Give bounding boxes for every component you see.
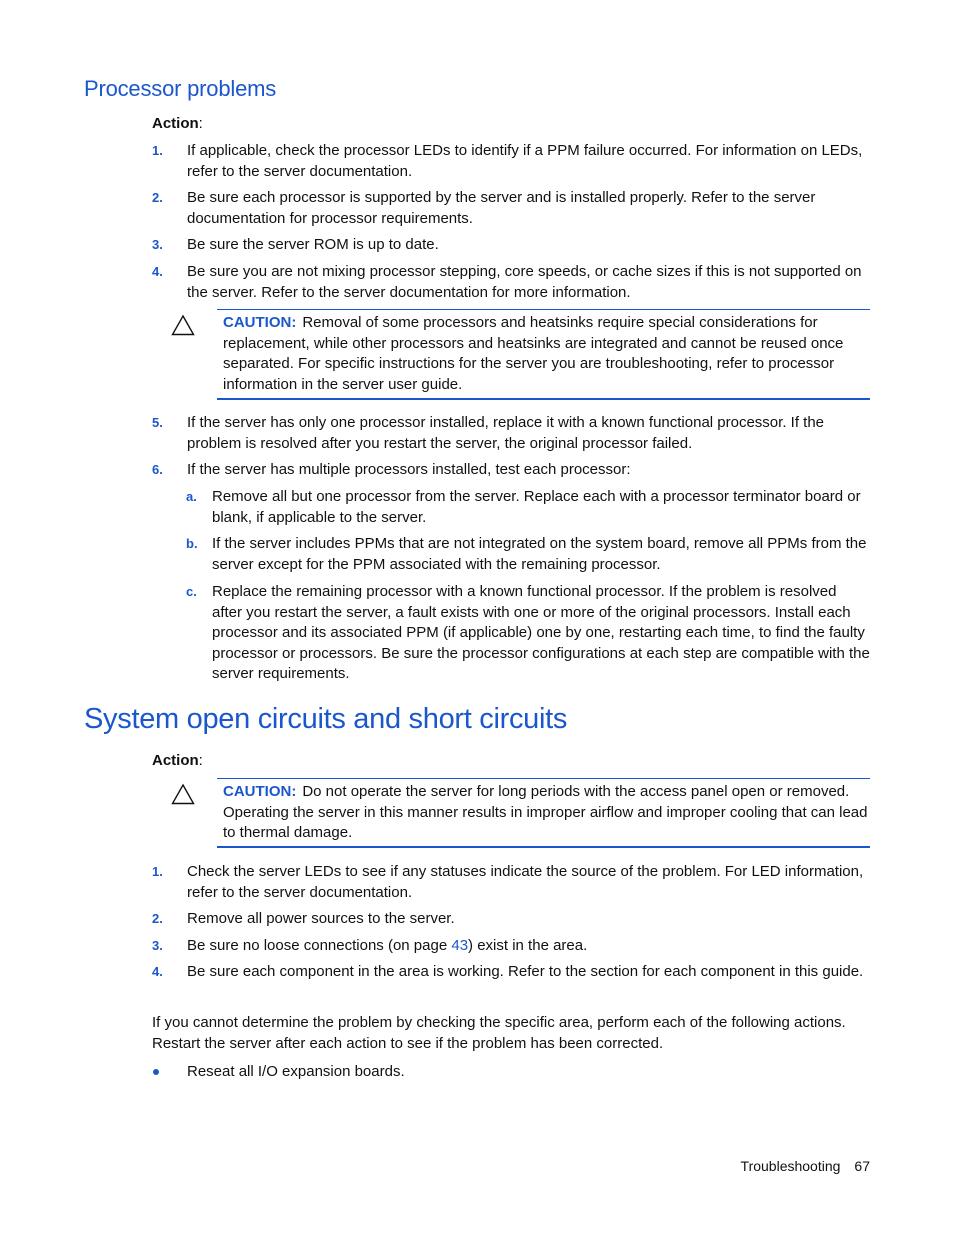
- list-item: [152, 262, 870, 303]
- sub-list-item: [186, 534, 870, 575]
- caution-label: CAUTION:: [223, 314, 297, 331]
- list-item: [152, 141, 870, 182]
- list-item: [152, 460, 870, 481]
- action-label-text: Action: [152, 752, 199, 769]
- sub-list-letter: a.: [186, 489, 197, 504]
- page-footer: [741, 1158, 870, 1174]
- list-number: 5.: [152, 415, 163, 430]
- list-text: If the server has multiple processors installed, test each processor:: [187, 461, 631, 478]
- list-number: 2.: [152, 911, 163, 926]
- list-text-start: Be sure no loose connections (on page: [187, 937, 452, 954]
- list-text: Be sure the server ROM is up to date.: [187, 236, 439, 253]
- list-item: [152, 413, 870, 454]
- page-link[interactable]: 43: [451, 937, 469, 954]
- list-number: 1.: [152, 143, 163, 158]
- caution-label: CAUTION:: [223, 783, 297, 800]
- list-text: Be sure you are not mixing processor stepping, core speeds, or cache sizes if this is not supported on the server. Refer to the server documentation for more information.: [187, 263, 862, 301]
- bullet-text: Reseat all I/O expansion boards.: [187, 1063, 405, 1080]
- list-text: Be sure each processor is supported by the server and is installed properly. Refer to the server documentation for processor requirements.: [187, 189, 816, 227]
- caution-box: [217, 778, 870, 848]
- sub-list-item: [186, 487, 870, 528]
- action-colon: :: [198, 115, 203, 132]
- list-number: 6.: [152, 462, 163, 477]
- list-number: 4.: [152, 264, 163, 279]
- sub-list-text: If the server includes PPMs that are not integrated on the system board, remove all PPMs from the server except for the PPM associated with the remaining processor.: [212, 535, 867, 573]
- list-number: 1.: [152, 864, 163, 879]
- action-label: [152, 115, 203, 132]
- caution-text: Do not operate the server for long periods with the access panel open or removed. Operating the server in this manner results in improper airflow and improper cooling that can lead to thermal damage.: [223, 783, 868, 842]
- list-text: Check the server LEDs to see if any statuses indicate the source of the problem. For LED information, refer to the server documentation.: [187, 863, 864, 901]
- section-heading-open-short-circuits: System open circuits and short circuits: [84, 703, 568, 735]
- sub-list-text: Remove all but one processor from the server. Replace each with a processor terminator board or blank, if applicable to the server.: [212, 488, 861, 526]
- list-item: [152, 936, 870, 957]
- caution-text: Removal of some processors and heatsinks require special considerations for replacement, while other processors and heatsinks are integrated and cannot be reused once separated. For specific instructions for the server you are troubleshooting, refer to processor information in the server user guide.: [223, 314, 844, 393]
- warning-triangle-icon: [171, 783, 195, 805]
- section-heading-processor-problems: Processor problems: [84, 76, 277, 101]
- action-colon: :: [198, 752, 203, 769]
- list-text: If the server has only one processor installed, replace it with a known functional processor. If the problem is resolved after you restart the server, the original processor failed.: [187, 414, 825, 452]
- list-item: [152, 962, 870, 983]
- list-number: 3.: [152, 938, 163, 953]
- list-text: If applicable, check the processor LEDs to identify if a PPM failure occurred. For information on LEDs, refer to the server documentation.: [187, 142, 863, 180]
- body-paragraph: If you cannot determine the problem by checking the specific area, perform each of the following actions. Restart the server after each action to see if the problem has been corrected.: [152, 1014, 846, 1052]
- sub-list-item: [186, 582, 870, 685]
- action-label: [152, 752, 203, 769]
- sub-list-text: Replace the remaining processor with a known functional processor. If the problem is resolved after you restart the server, a fault exists with one or more of the original processors. Install each processor and its associated PPM (if applicable) one by one, restarting each time, to find the faulty processor or processors. Be sure the processor configurations at each step are compatible with the server requirements.: [212, 583, 870, 683]
- list-text-end: ) exist in the area.: [468, 937, 588, 954]
- list-number: 3.: [152, 237, 163, 252]
- list-text: Be sure each component in the area is working. Refer to the section for each component in this guide.: [187, 963, 864, 980]
- footer-page-number: 67: [854, 1158, 870, 1174]
- sub-list-letter: b.: [186, 536, 198, 551]
- list-item: [152, 909, 870, 930]
- list-text: [187, 936, 870, 957]
- action-label-text: Action: [152, 115, 199, 132]
- list-item: [152, 235, 870, 256]
- caution-text-block: [217, 779, 870, 844]
- list-number: 2.: [152, 190, 163, 205]
- list-item: [152, 862, 870, 903]
- list-item: [152, 188, 870, 229]
- list-number: 4.: [152, 964, 163, 979]
- footer-section-name: Troubleshooting: [740, 1158, 841, 1174]
- caution-text-block: [217, 310, 870, 395]
- bullet-icon: [153, 1069, 159, 1075]
- bullet-item: [152, 1062, 870, 1083]
- list-text: Remove all power sources to the server.: [187, 910, 455, 927]
- sub-list-letter: c.: [186, 584, 197, 599]
- caution-box: [217, 309, 870, 400]
- warning-triangle-icon: [171, 314, 195, 336]
